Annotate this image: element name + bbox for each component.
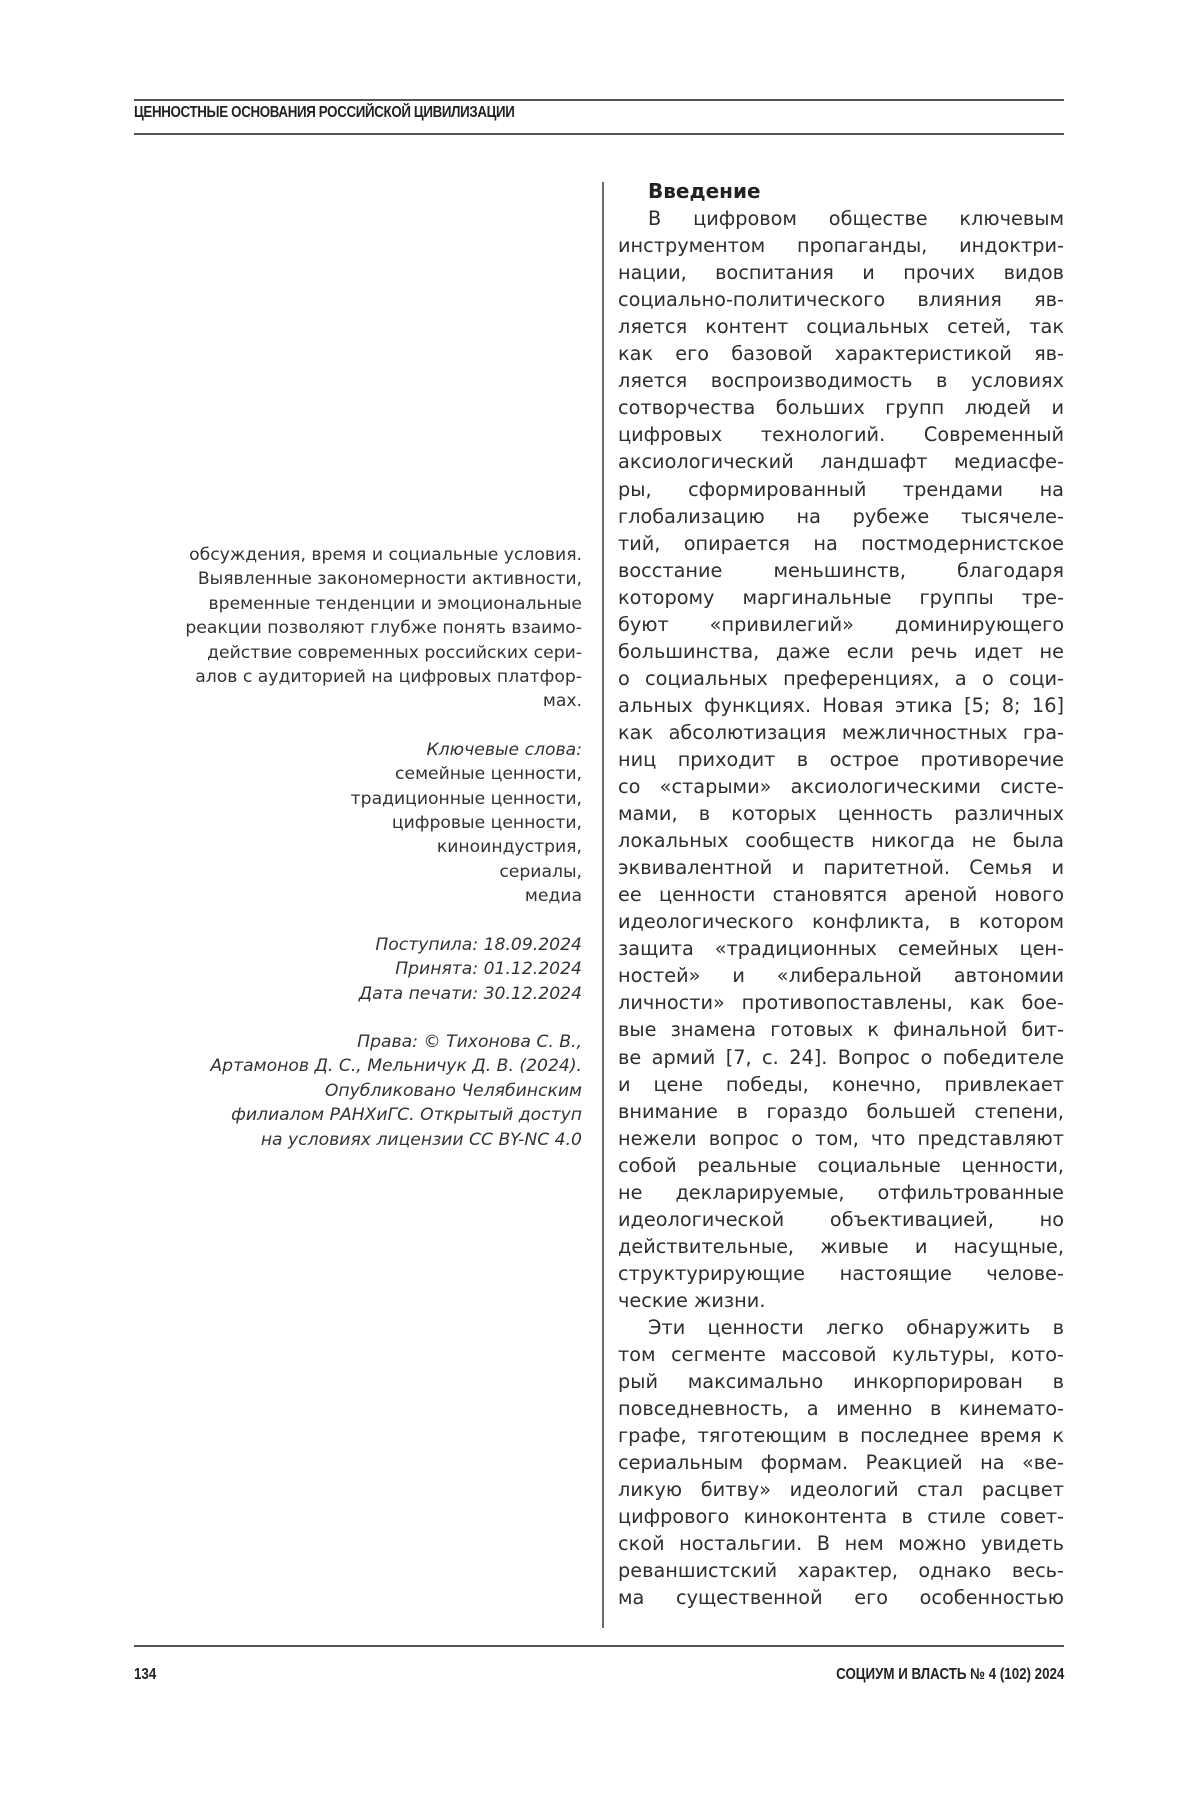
text-line: тий, опирается на постмодернистское xyxy=(618,531,1064,555)
text-line: которому маргинальные группы тре- xyxy=(618,585,1064,609)
text-line: графе, тяготеющим в последнее время к xyxy=(618,1424,1064,1448)
text-line: восстание меньшинств, благодаря xyxy=(618,558,1064,582)
abstract-line: обсуждения, время и социальные условия. xyxy=(189,545,582,565)
text-line: ческие жизни. xyxy=(618,1288,766,1312)
text-line: мами, в которых ценность различных xyxy=(618,802,1064,826)
text-line: не декларируемые, отфильтрованные xyxy=(618,1180,1064,1204)
header-bottom-rule xyxy=(134,133,1064,135)
text-line: ее ценности становятся ареной нового xyxy=(618,883,1064,907)
abstract-continuation xyxy=(134,543,582,714)
text-line: структурирующие настоящие челове- xyxy=(618,1261,1064,1285)
text-line: внимание в гораздо большей степени, xyxy=(618,1099,1064,1123)
keyword: семейные ценности, xyxy=(395,764,582,785)
keywords-label: Ключевые слова: xyxy=(426,739,582,760)
rights-line: на условиях лицензии CC BY-NC 4.0 xyxy=(260,1129,582,1150)
text-line: ляется контент социальных сетей, так xyxy=(618,315,1064,339)
text-line: ляется воспроизводимость в условиях xyxy=(618,369,1064,393)
text-line: и цене победы, конечно, привлекает xyxy=(618,1072,1064,1096)
abstract-line: действие современных российских сери- xyxy=(207,642,582,663)
text-line: защита «традиционных семейных цен- xyxy=(618,937,1064,961)
text-line: как абсолютизация межличностных гра- xyxy=(618,720,1064,744)
text-line: о социальных преференциях, а о соци- xyxy=(618,666,1064,690)
abstract-line: временные тенденции и эмоциональные xyxy=(208,593,582,614)
text-line: со «старыми» аксиологическими систе- xyxy=(618,775,1064,799)
journal-issue: СОЦИУМ И ВЛАСТЬ № 4 (102) 2024 xyxy=(835,1666,1064,1683)
page-number: 134 xyxy=(134,1666,157,1683)
rights-line: Артамонов Д. С., Мельничук Д. В. (2024). xyxy=(210,1056,582,1077)
text-line: цифрового киноконтента в стиле совет- xyxy=(618,1505,1064,1529)
text-line: собой реальные социальные ценности, xyxy=(618,1153,1064,1177)
abstract-line: Выявленные закономерности активности, xyxy=(197,569,582,590)
text-line: идеологического конфликта, в котором xyxy=(618,910,1064,934)
text-line: нации, воспитания и прочих видов xyxy=(618,261,1064,285)
text-line: ской ностальгии. В нем можно увидеть xyxy=(618,1532,1064,1556)
section-heading-introduction: Введение xyxy=(648,179,761,203)
text-line: ностей» и «либеральной автономии xyxy=(618,964,1064,988)
paragraph xyxy=(618,1314,1064,1612)
column-divider xyxy=(602,182,604,1628)
text-line: большинства, даже если речь идет не xyxy=(618,639,1064,663)
keywords-list xyxy=(134,762,582,908)
text-line: В цифровом обществе ключевым xyxy=(648,207,1064,231)
rights-block xyxy=(134,1030,582,1152)
abstract-line: реакции позволяют глубже понять взаимо- xyxy=(185,618,582,639)
text-line: ры, сформированный трендами на xyxy=(618,477,1064,501)
article-sidebar xyxy=(134,543,582,1152)
footer-rule xyxy=(134,1645,1064,1647)
keyword: традиционные ценности, xyxy=(350,788,582,809)
text-line: сотворчества больших групп людей и xyxy=(618,396,1064,420)
text-line: аксиологический ландшафт медиасфе- xyxy=(618,450,1064,474)
keyword: цифровые ценности, xyxy=(391,813,582,834)
keyword: медиа xyxy=(524,886,582,907)
keyword: киноиндустрия, xyxy=(436,837,582,858)
running-header-title: ЦЕННОСТНЫЕ ОСНОВАНИЯ РОССИЙСКОЙ ЦИВИЛИЗАЦИИ xyxy=(134,104,515,121)
rights-line: Опубликовано Челябинским xyxy=(324,1080,582,1101)
text-line: том сегменте массовой культуры, кото- xyxy=(618,1343,1064,1367)
rights-line: филиалом РАНХиГС. Открытый доступ xyxy=(231,1105,582,1126)
text-line: реваншистский характер, однако весь- xyxy=(618,1559,1064,1583)
header-top-rule xyxy=(134,99,1064,101)
text-line: локальных сообществ никогда не была xyxy=(618,829,1064,853)
paragraph xyxy=(618,205,1064,1314)
rights-line: Права: © Тихонова С. В., xyxy=(357,1031,582,1052)
abstract-line: мах. xyxy=(542,691,582,712)
text-line: повседневность, а именно в кинемато- xyxy=(618,1397,1064,1421)
text-line: ликую битву» идеологий стал расцвет xyxy=(618,1478,1064,1502)
abstract-line: алов с аудиторией на цифровых платфор- xyxy=(195,667,582,688)
text-line: личности» противопоставлены, как бое- xyxy=(618,991,1064,1015)
keyword: сериалы, xyxy=(499,861,582,882)
text-line: вые знамена готовых к финальной бит- xyxy=(618,1018,1064,1042)
dates-block xyxy=(134,933,582,1006)
text-line: цифровых технологий. Современный xyxy=(618,423,1064,447)
keywords-block xyxy=(134,738,582,909)
text-line: глобализацию на рубеже тысячеле- xyxy=(618,504,1064,528)
text-line: эквивалентной и паритетной. Семья и xyxy=(618,856,1064,880)
article-body xyxy=(618,178,1064,1611)
text-line: буют «привилегий» доминирующего xyxy=(618,612,1064,636)
text-line: сериальным формам. Реакцией на «ве- xyxy=(618,1451,1064,1475)
text-line: действительные, живые и насущные, xyxy=(618,1234,1064,1258)
text-line: ве армий [7, с. 24]. Вопрос о победителе xyxy=(618,1045,1064,1069)
text-line: социально-политического влияния яв- xyxy=(618,288,1064,312)
text-line: ниц приходит в острое противоречие xyxy=(618,747,1064,771)
text-line: ма существенной его особенностью xyxy=(618,1586,1064,1610)
received-date: Поступила: 18.09.2024 xyxy=(375,934,582,955)
text-line: идеологической объективацией, но xyxy=(618,1207,1064,1231)
print-date: Дата печати: 30.12.2024 xyxy=(358,983,582,1004)
text-line: нежели вопрос о том, что представляют xyxy=(618,1126,1064,1150)
text-line: Эти ценности легко обнаружить в xyxy=(648,1315,1064,1339)
text-line: как его базовой характеристикой яв- xyxy=(618,342,1064,366)
text-line: рый максимально инкорпорирован в xyxy=(618,1370,1064,1394)
text-line: альных функциях. Новая этика [5; 8; 16] xyxy=(618,693,1064,717)
text-line: инструментом пропаганды, индоктри- xyxy=(618,234,1064,258)
accepted-date: Принята: 01.12.2024 xyxy=(395,959,582,980)
